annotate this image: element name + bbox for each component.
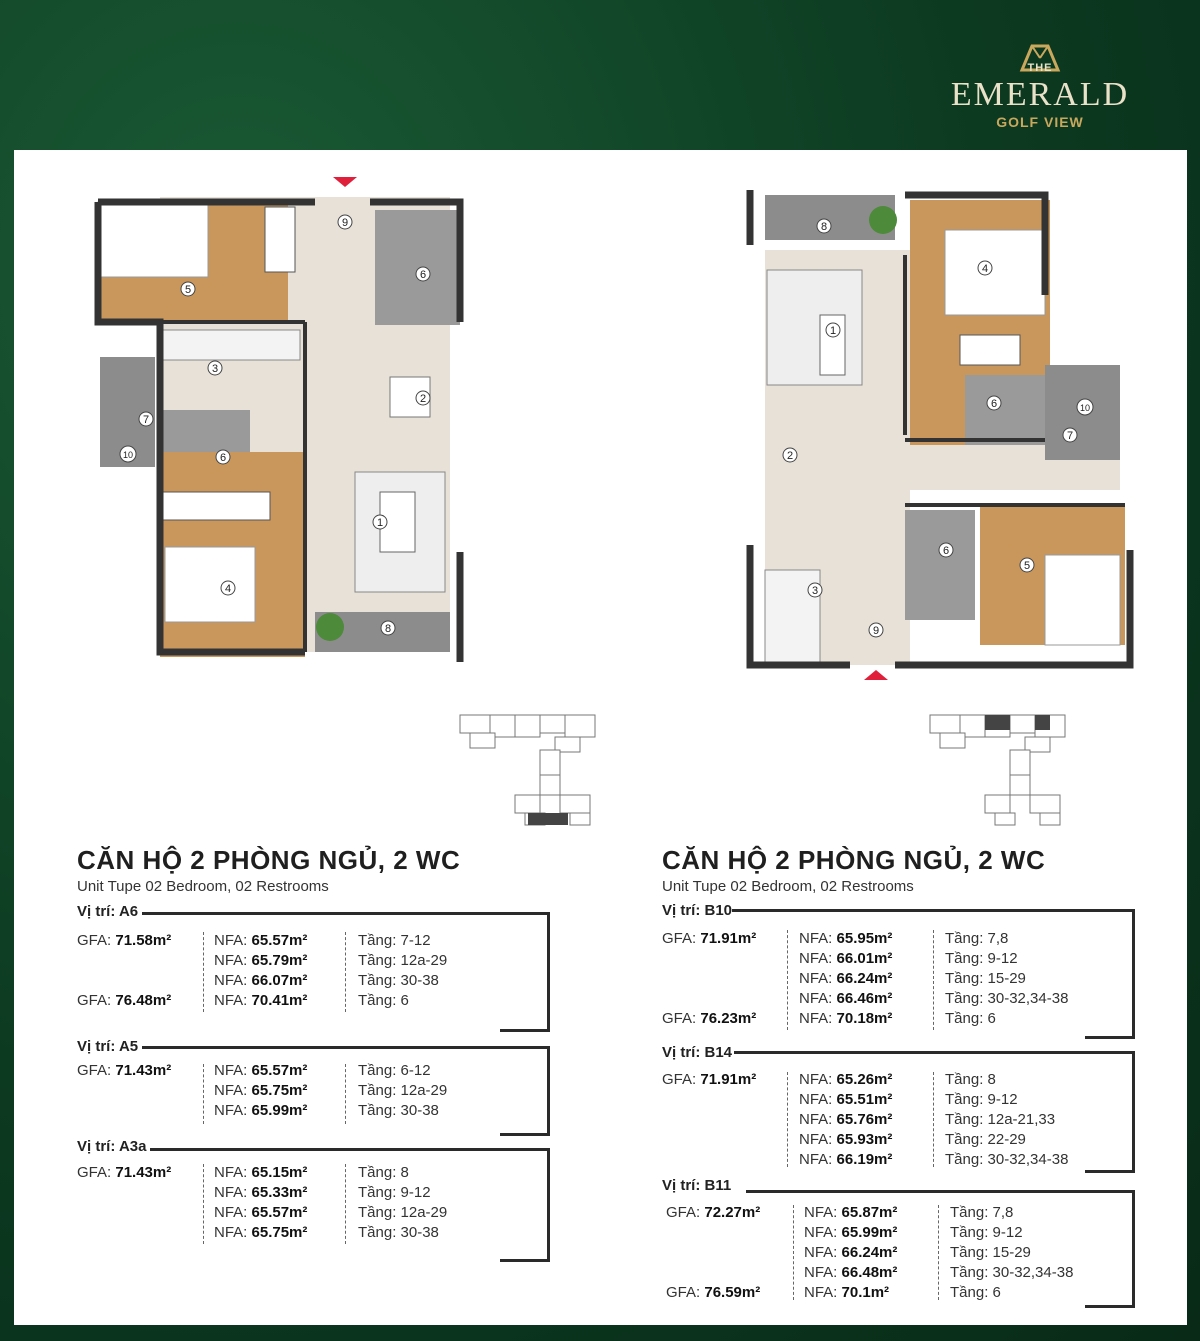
a6-nfa-1: NFA: 65.57m² [214, 932, 308, 949]
right-title: CĂN HỘ 2 PHÒNG NGỦ, 2 WC [662, 845, 1046, 875]
b10-tang-1: Tầng: 7,8 [945, 930, 1009, 947]
brand-sub: GOLF VIEW [996, 114, 1084, 130]
a6-gfa-4: GFA: 76.48m² [77, 992, 172, 1009]
plan-right-room-6b: 6 [942, 545, 950, 557]
plan-right-room-6a: 6 [990, 398, 998, 410]
b10-tang-2: Tầng: 9-12 [945, 950, 1018, 967]
b10-tang-4: Tầng: 30-32,34-38 [945, 990, 1069, 1007]
plan-right-room-8: 8 [820, 221, 828, 233]
floor-plan-right [745, 185, 1135, 680]
a5-nfa-3: NFA: 65.99m² [214, 1102, 308, 1119]
b10-nfa-3: NFA: 66.24m² [799, 970, 893, 987]
plan-left-room-1: 1 [376, 517, 384, 529]
b14-tang-3: Tầng: 12a-21,33 [945, 1111, 1056, 1128]
b14-tang-4: Tầng: 22-29 [945, 1131, 1026, 1148]
plan-right-room-3: 3 [811, 585, 819, 597]
brand-name: EMERALD [950, 76, 1130, 113]
a5-nfa-2: NFA: 65.75m² [214, 1082, 308, 1099]
left-position-a6-top-line [142, 912, 550, 915]
a6-gfa-1: GFA: 71.58m² [77, 932, 172, 949]
left-position-a6-label: Vị trí: A6 [77, 903, 139, 920]
b14-nfa-4: NFA: 65.93m² [799, 1131, 893, 1148]
a3a-gfa-1: GFA: 71.43m² [77, 1164, 172, 1181]
a3a-nfa-2: NFA: 65.33m² [214, 1184, 308, 1201]
b14-nfa-2: NFA: 65.51m² [799, 1091, 893, 1108]
b10-tang-3: Tầng: 15-29 [945, 970, 1026, 987]
plan-left-room-8: 8 [384, 623, 392, 635]
header [0, 0, 1200, 150]
left-position-a5-box [500, 1046, 550, 1136]
plan-right-room-1: 1 [829, 325, 837, 337]
b11-nfa-1: NFA: 65.87m² [804, 1204, 898, 1221]
a6-tang-3: Tầng: 30-38 [358, 972, 439, 989]
b11-gfa-5: GFA: 76.59m² [666, 1284, 761, 1301]
plan-left-room-3: 3 [211, 363, 219, 375]
right-position-b14-label: Vị trí: B14 [662, 1044, 733, 1061]
left-position-a5-label: Vị trí: A5 [77, 1038, 139, 1055]
plan-left-room-10: 10 [122, 450, 134, 460]
b14-tang-2: Tầng: 9-12 [945, 1091, 1018, 1108]
a5-tang-1: Tầng: 6-12 [358, 1062, 431, 1079]
a6-tang-2: Tầng: 12a-29 [358, 952, 448, 969]
b11-nfa-5: NFA: 70.1m² [804, 1284, 890, 1301]
a3a-tang-3: Tầng: 12a-29 [358, 1204, 448, 1221]
a5-nfa-1: NFA: 65.57m² [214, 1062, 308, 1079]
b10-gfa-1: GFA: 71.91m² [662, 930, 757, 947]
brand-logo [930, 42, 1150, 132]
right-position-b10-label: Vị trí: B10 [662, 902, 733, 919]
plan-right-room-2: 2 [786, 450, 794, 462]
right-subtitle: Unit Tupe 02 Bedroom, 02 Restrooms [662, 878, 914, 895]
key-plan-right [925, 710, 1070, 835]
a5-gfa-1: GFA: 71.43m² [77, 1062, 172, 1079]
a6-nfa-4: NFA: 70.41m² [214, 992, 308, 1009]
a6-tang-4: Tầng: 6 [358, 992, 409, 1009]
b11-tang-3: Tầng: 15-29 [950, 1244, 1031, 1261]
left-position-a6-box [500, 912, 550, 1032]
plan-left-room-5: 5 [184, 284, 192, 296]
b14-tang-1: Tầng: 8 [945, 1071, 996, 1088]
entrance-marker-icon [864, 670, 888, 680]
plan-left-room-6b: 6 [219, 452, 227, 464]
a3a-nfa-1: NFA: 65.15m² [214, 1164, 308, 1181]
plan-right-room-10: 10 [1079, 403, 1091, 413]
right-position-b11-box [1085, 1190, 1135, 1308]
a6-nfa-3: NFA: 66.07m² [214, 972, 308, 989]
a6-tang-1: Tầng: 7-12 [358, 932, 431, 949]
right-position-b10-box [1085, 909, 1135, 1039]
b10-nfa-4: NFA: 66.46m² [799, 990, 893, 1007]
floor-plan-left [90, 172, 470, 667]
b11-gfa-1: GFA: 72.27m² [666, 1204, 761, 1221]
brand-the: THE [1027, 62, 1053, 74]
entrance-marker-icon [333, 177, 357, 187]
left-position-a3a-label: Vị trí: A3a [77, 1138, 147, 1155]
a3a-nfa-4: NFA: 65.75m² [214, 1224, 308, 1241]
right-position-b14-box [1085, 1051, 1135, 1173]
building-keyplan-icon [455, 710, 600, 830]
b14-nfa-3: NFA: 65.76m² [799, 1111, 893, 1128]
b11-tang-2: Tầng: 9-12 [950, 1224, 1023, 1241]
plan-right-room-4: 4 [981, 263, 989, 275]
b14-gfa-1: GFA: 71.91m² [662, 1071, 757, 1088]
a6-nfa-2: NFA: 65.79m² [214, 952, 308, 969]
a3a-tang-1: Tầng: 8 [358, 1164, 409, 1181]
left-subtitle: Unit Tupe 02 Bedroom, 02 Restrooms [77, 878, 329, 895]
plan-right-room-9: 9 [872, 625, 880, 637]
plan-right-room-7: 7 [1066, 430, 1074, 442]
a3a-nfa-3: NFA: 65.57m² [214, 1204, 308, 1221]
b14-nfa-1: NFA: 65.26m² [799, 1071, 893, 1088]
right-position-b11-label: Vị trí: B11 [662, 1177, 732, 1194]
a5-tang-3: Tầng: 30-38 [358, 1102, 439, 1119]
a3a-tang-2: Tầng: 9-12 [358, 1184, 431, 1201]
plan-left-room-7: 7 [142, 414, 150, 426]
b14-nfa-5: NFA: 66.19m² [799, 1151, 893, 1168]
plan-right-room-5: 5 [1023, 560, 1031, 572]
b10-nfa-5: NFA: 70.18m² [799, 1010, 893, 1027]
a3a-tang-4: Tầng: 30-38 [358, 1224, 439, 1241]
a5-tang-2: Tầng: 12a-29 [358, 1082, 448, 1099]
b11-nfa-2: NFA: 65.99m² [804, 1224, 898, 1241]
b11-nfa-3: NFA: 66.24m² [804, 1244, 898, 1261]
left-title: CĂN HỘ 2 PHÒNG NGỦ, 2 WC [77, 845, 461, 875]
b10-gfa-5: GFA: 76.23m² [662, 1010, 757, 1027]
plan-left-room-9: 9 [341, 217, 349, 229]
building-keyplan-icon [925, 710, 1070, 830]
key-plan-left [455, 710, 600, 835]
b11-nfa-4: NFA: 66.48m² [804, 1264, 898, 1281]
b10-nfa-1: NFA: 65.95m² [799, 930, 893, 947]
b10-tang-5: Tầng: 6 [945, 1010, 996, 1027]
plan-left-room-4: 4 [224, 583, 232, 595]
b10-nfa-2: NFA: 66.01m² [799, 950, 893, 967]
b11-tang-1: Tầng: 7,8 [950, 1204, 1014, 1221]
b14-tang-5: Tầng: 30-32,34-38 [945, 1151, 1069, 1168]
b11-tang-5: Tầng: 6 [950, 1284, 1001, 1301]
plan-left-room-6a: 6 [419, 269, 427, 281]
plan-left-room-2: 2 [419, 393, 427, 405]
b11-tang-4: Tầng: 30-32,34-38 [950, 1264, 1074, 1281]
left-position-a3a-box [500, 1148, 550, 1262]
